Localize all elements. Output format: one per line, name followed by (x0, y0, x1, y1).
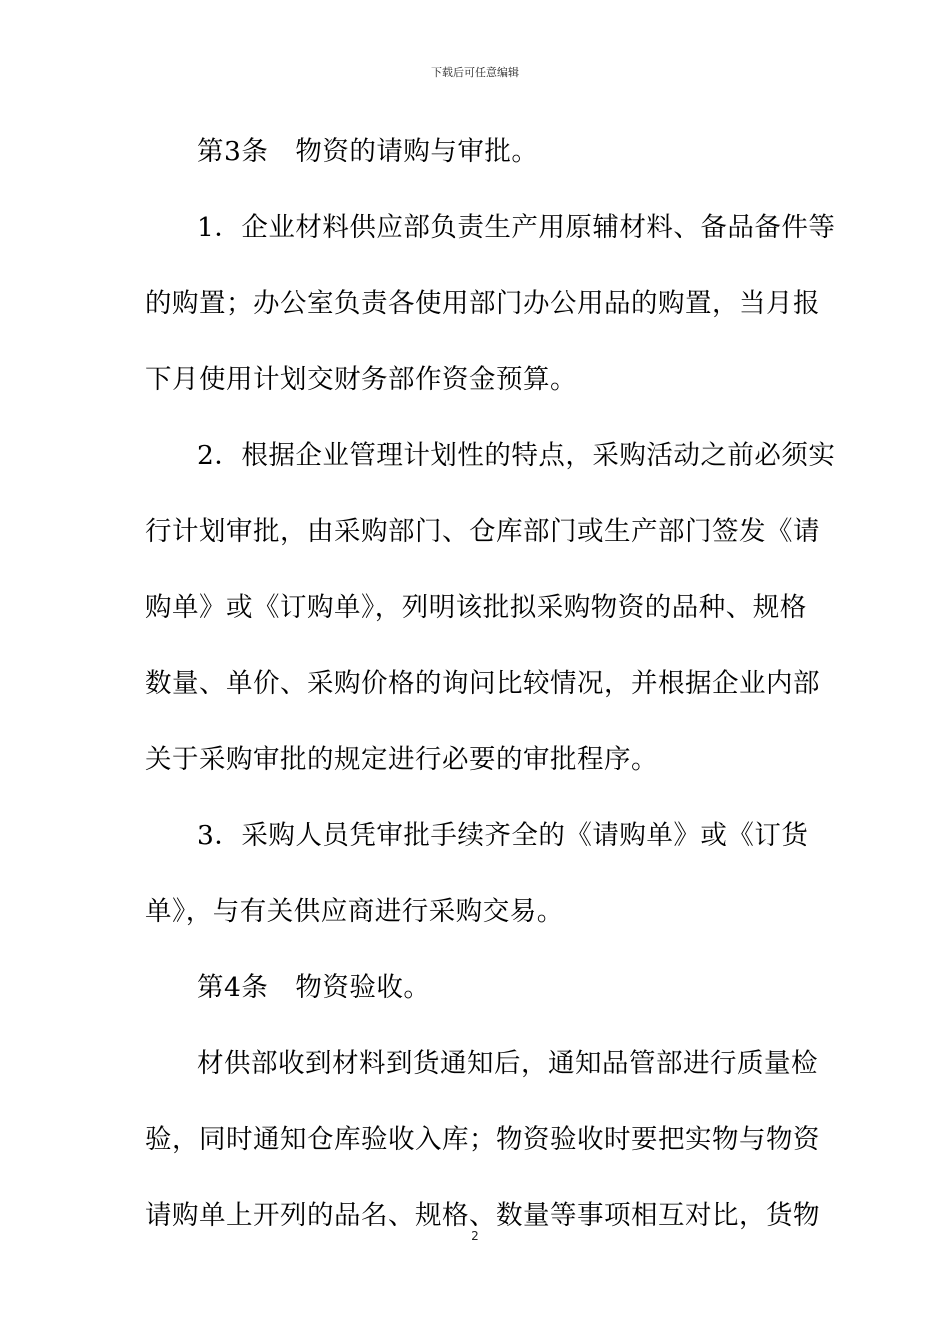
paragraph-line: 材供部收到材料到货通知后，通知品管部进行质量检 (197, 1048, 818, 1079)
paragraph-line: 行计划审批，由采购部门、仓库部门或生产部门签发《请 (145, 516, 820, 547)
document-body (145, 130, 836, 1270)
article-heading: 第4条 物资验收。 (197, 972, 431, 1003)
paragraph-line: 购单》或《订购单》，列明该批拟采购物资的品种、规格 (145, 592, 807, 623)
paragraph-line: 关于采购审批的规定进行必要的审批程序。 (145, 744, 658, 775)
paragraph-line: 2．根据企业管理计划性的特点，采购活动之前必须实 (197, 440, 836, 471)
article-heading: 第3条 物资的请购与审批。 (197, 136, 539, 167)
paragraph-line: 验，同时通知仓库验收入库；物资验收时要把实物与物资 (145, 1124, 820, 1155)
page-header: 下载后可任意编辑 (431, 66, 519, 79)
paragraph-line: 数量、单价、采购价格的询问比较情况，并根据企业内部 (145, 668, 820, 699)
paragraph-line: 1．企业材料供应部负责生产用原辅材料、备品备件等 (197, 212, 836, 243)
paragraph-line: 单》，与有关供应商进行采购交易。 (145, 896, 564, 927)
paragraph-line: 的购置；办公室负责各使用部门办公用品的购置，当月报 (145, 288, 820, 319)
paragraph-line: 3．采购人员凭审批手续齐全的《请购单》或《订货 (197, 820, 809, 851)
paragraph-line: 下月使用计划交财务部作资金预算。 (145, 364, 577, 395)
paragraph-line: 请购单上开列的品名、规格、数量等事项相互对比，货物 (145, 1200, 820, 1231)
page-number: 2 (471, 1229, 479, 1243)
